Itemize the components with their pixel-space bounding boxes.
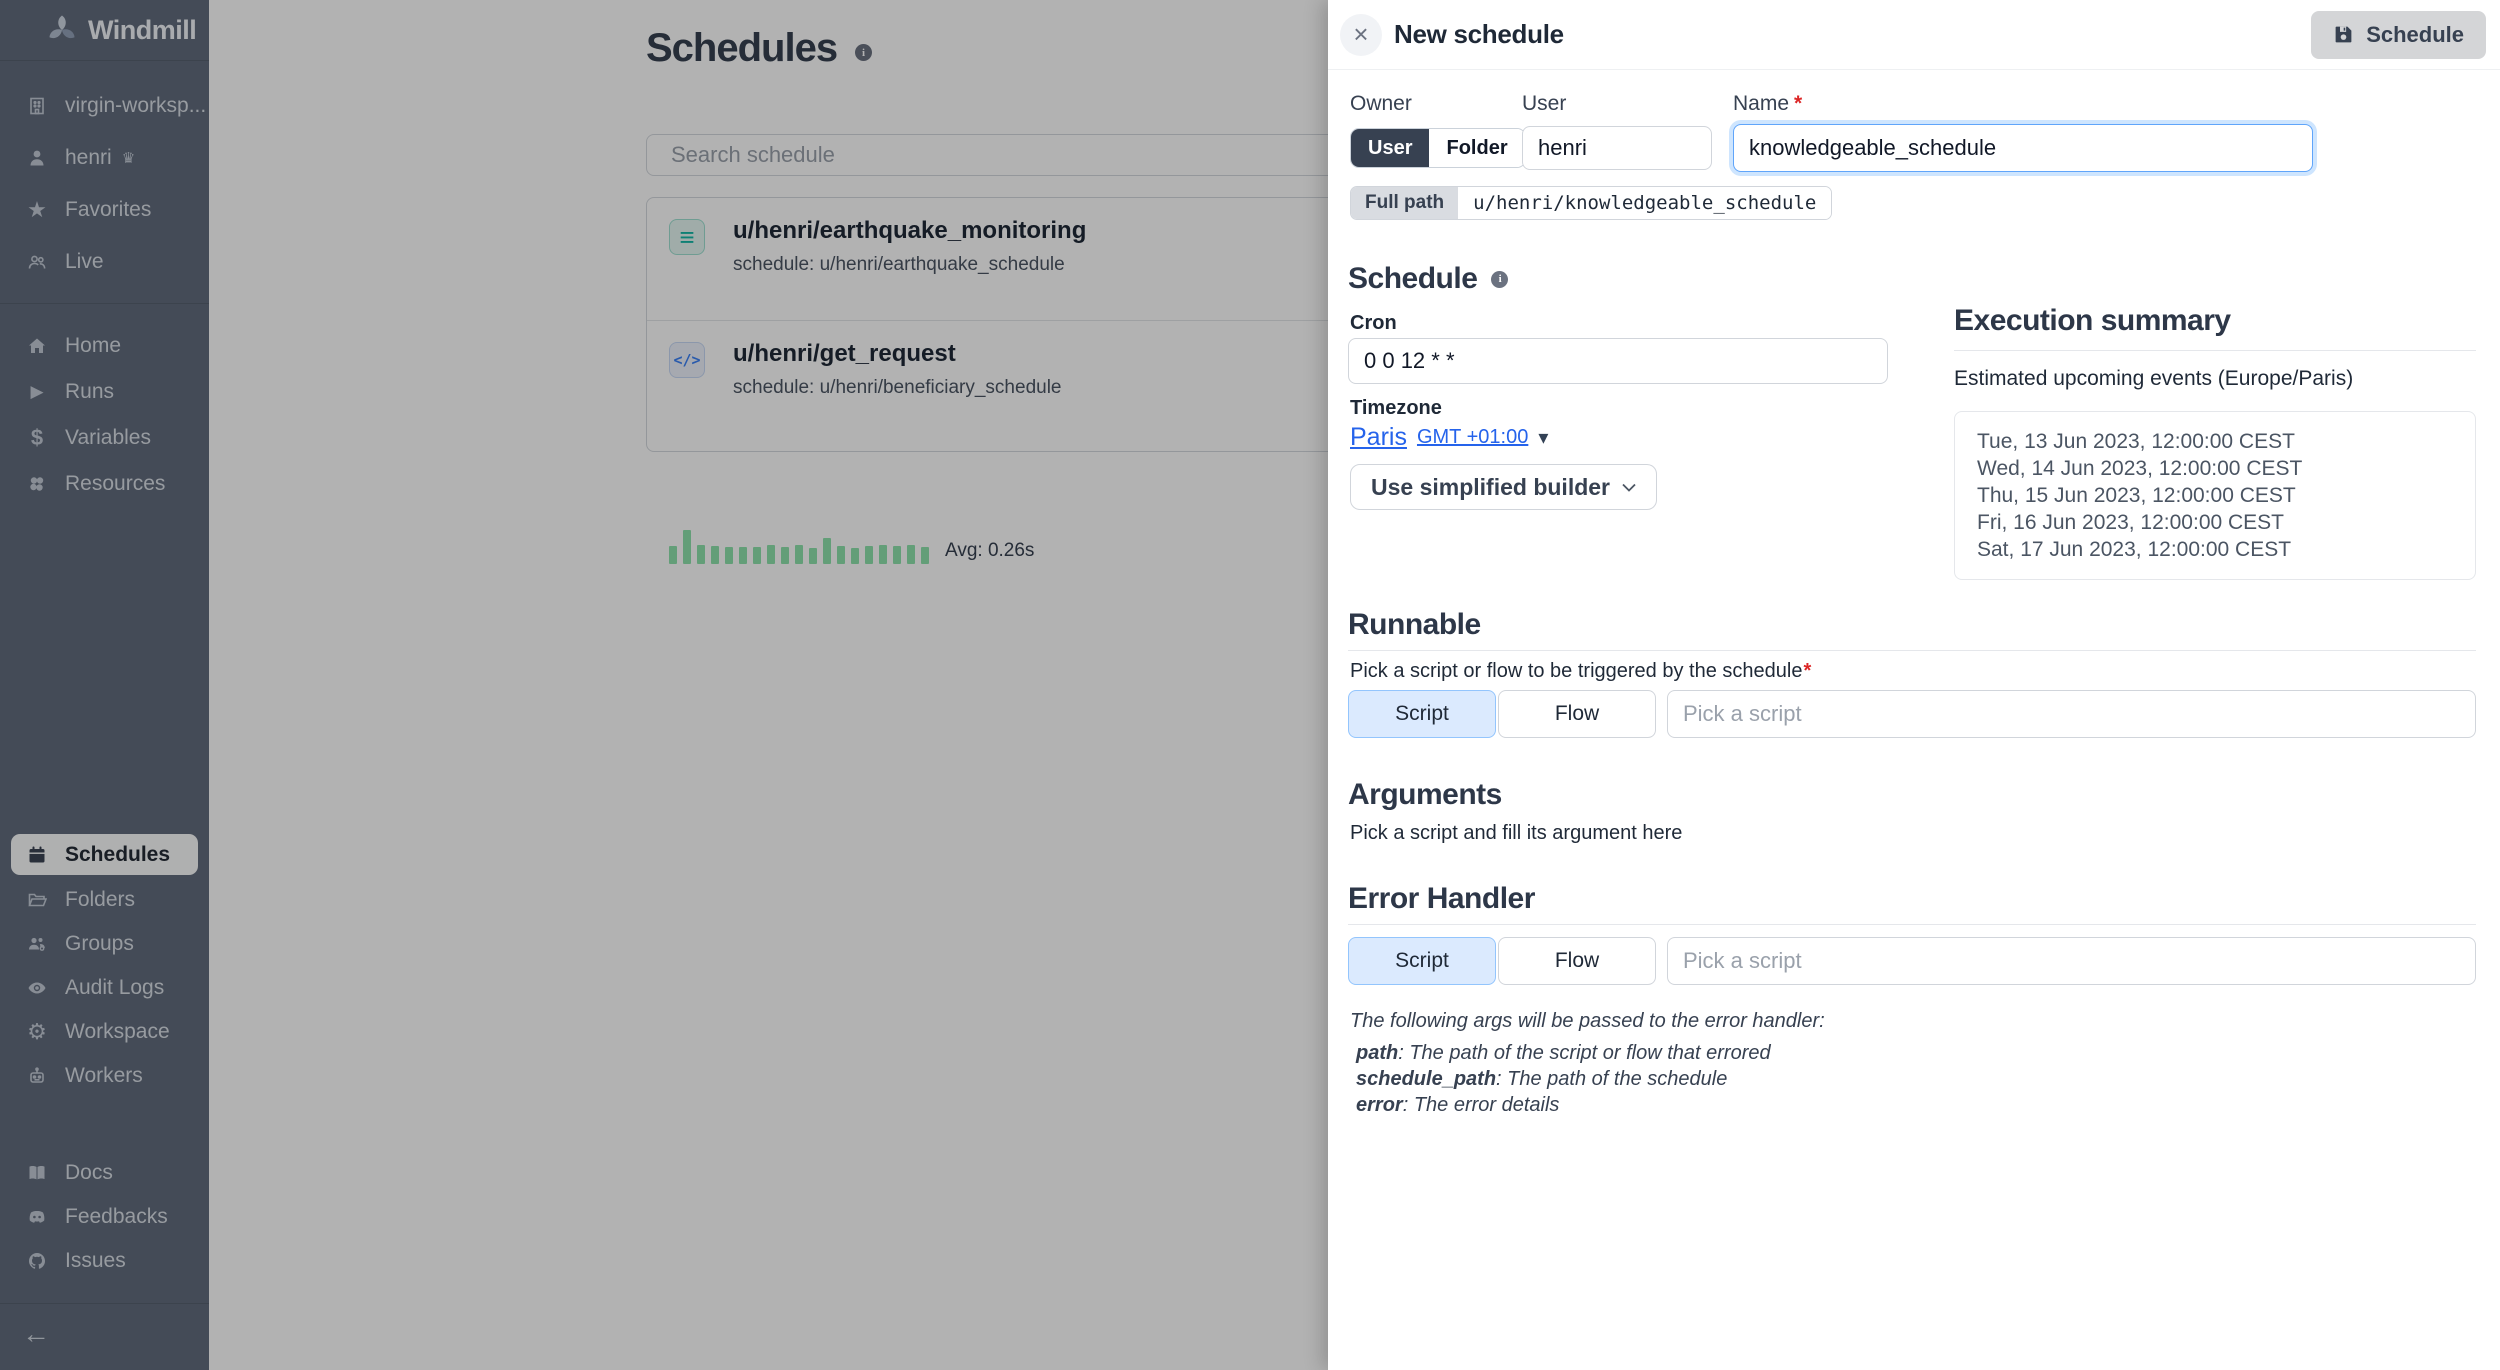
sidebar-item-label: Home [65,334,122,357]
sidebar-item-label: Favorites [65,198,152,221]
play-icon: ▶ [30,382,44,401]
error-handler-note: The following args will be passed to the error handler: [1350,1010,1825,1032]
timezone-label: Timezone [1350,397,1442,419]
timezone-selector[interactable] [1350,423,1548,452]
save-schedule-button[interactable] [2311,11,2486,59]
full-path-display [1350,186,1832,220]
cron-input[interactable] [1348,338,1888,384]
section-divider [1348,650,2476,651]
sidebar-item-label: Variables [65,426,151,449]
sidebar-item-label: Workers [65,1064,143,1087]
close-icon[interactable]: × [1340,14,1382,56]
avg-duration-label: Avg: 0.26s [945,540,1035,561]
new-schedule-drawer [1328,0,2500,1370]
collapse-sidebar-icon[interactable]: ← [22,1318,50,1349]
execution-summary-subtitle: Estimated upcoming events (Europe/Paris) [1954,367,2354,390]
execution-summary-heading: Execution summary [1954,304,2476,351]
sidebar-item-label: Schedules [65,842,171,866]
schedule-name-input[interactable] [1733,124,2313,172]
schedule-path: u/henri/earthquake_monitoring [733,217,1087,244]
runnable-script-toggle[interactable]: Script [1348,690,1496,738]
sidebar-item-label: Docs [65,1161,113,1184]
runnable-hint: Pick a script or flow to be triggered by the schedule* [1350,660,1812,682]
floppy-save-icon [2333,24,2354,45]
error-handler-arg: error: The error details [1356,1094,1560,1116]
sidebar-item-label: Live [65,250,104,273]
cron-label: Cron [1350,312,1397,334]
dollar-icon: $ [30,425,44,450]
owner-folder-option[interactable]: Folder [1429,129,1524,167]
owner-label: Owner [1350,92,1412,115]
runnable-script-picker[interactable] [1667,690,2476,738]
code-icon: </> [669,342,705,378]
builder-button-label: Use simplified builder [1371,473,1610,500]
upcoming-event: Thu, 15 Jun 2023, 12:00:00 CEST [1977,484,2296,507]
error-handler-section-heading: Error Handler [1348,882,1535,915]
schedule-subtitle: schedule: u/henri/beneficiary_schedule [733,377,1062,398]
sidebar-item-label: Workspace [65,1020,170,1043]
schedule-path: u/henri/get_request [733,340,956,367]
info-icon[interactable]: i [1491,271,1508,288]
error-handler-script-toggle[interactable]: Script [1348,937,1496,985]
error-handler-arg: schedule_path: The path of the schedule [1356,1068,1728,1090]
crown-icon: ♛ [121,150,136,167]
upcoming-event: Wed, 14 Jun 2023, 12:00:00 CEST [1977,457,2303,480]
save-button-label: Schedule [2366,21,2464,47]
sidebar-item-label: Groups [65,932,134,955]
drawer-header [1328,0,2500,70]
section-divider [1348,924,2476,925]
star-icon: ★ [27,197,47,222]
timezone-city: Paris [1350,423,1407,451]
runnable-flow-toggle[interactable]: Flow [1498,690,1656,738]
error-handler-flow-toggle[interactable]: Flow [1498,937,1656,985]
chevron-down-icon [1622,483,1636,492]
schedule-section-heading: Schedule i [1348,262,1508,296]
simplified-builder-button[interactable] [1350,464,1657,510]
error-handler-script-picker[interactable] [1667,937,2476,985]
upcoming-event: Tue, 13 Jun 2023, 12:00:00 CEST [1977,430,2295,453]
info-icon[interactable]: i [855,44,872,61]
schedule-subtitle: schedule: u/henri/earthquake_schedule [733,254,1065,275]
timezone-offset: GMT +01:00 [1416,426,1529,448]
owner-user-option[interactable]: User [1351,129,1429,167]
runnable-section-heading: Runnable [1348,608,1481,641]
sidebar-item-label: henri [65,146,112,169]
error-handler-arg: path: The path of the script or flow that errored [1356,1042,1771,1064]
caret-down-icon: ▾ [1538,427,1549,449]
gear-icon: ⚙ [27,1019,47,1044]
upcoming-event: Fri, 16 Jun 2023, 12:00:00 CEST [1977,511,2285,534]
page-title: Schedules [646,26,838,70]
user-label: User [1522,92,1567,115]
full-path-badge: Full path [1351,187,1458,219]
sidebar-item-label: Resources [65,472,166,495]
upcoming-event: Sat, 17 Jun 2023, 12:00:00 CEST [1977,538,2292,561]
sidebar-item-label: Audit Logs [65,976,165,999]
drawer-title: New schedule [1394,19,1564,49]
sidebar-item-label: Folders [65,888,136,911]
sidebar-item-label: Feedbacks [65,1205,168,1228]
flow-icon: ≡ [669,219,705,255]
owner-toggle [1350,128,1526,168]
required-asterisk: * [1803,660,1812,682]
sidebar-item-label: virgin-worksp... [65,94,207,117]
sidebar-item-label: Runs [65,380,115,403]
full-path-value: u/henri/knowledgeable_schedule [1458,187,1831,219]
arguments-hint: Pick a script and fill its argument here [1350,822,1683,844]
required-asterisk: * [1794,92,1803,115]
sidebar-item-label: Issues [65,1249,126,1272]
upcoming-events-box [1954,411,2476,580]
arguments-section-heading: Arguments [1348,778,1502,811]
user-input[interactable] [1522,126,1712,170]
app-name: Windmill [88,14,197,45]
name-label: Name * [1733,92,1803,115]
execution-summary [1954,304,2476,580]
